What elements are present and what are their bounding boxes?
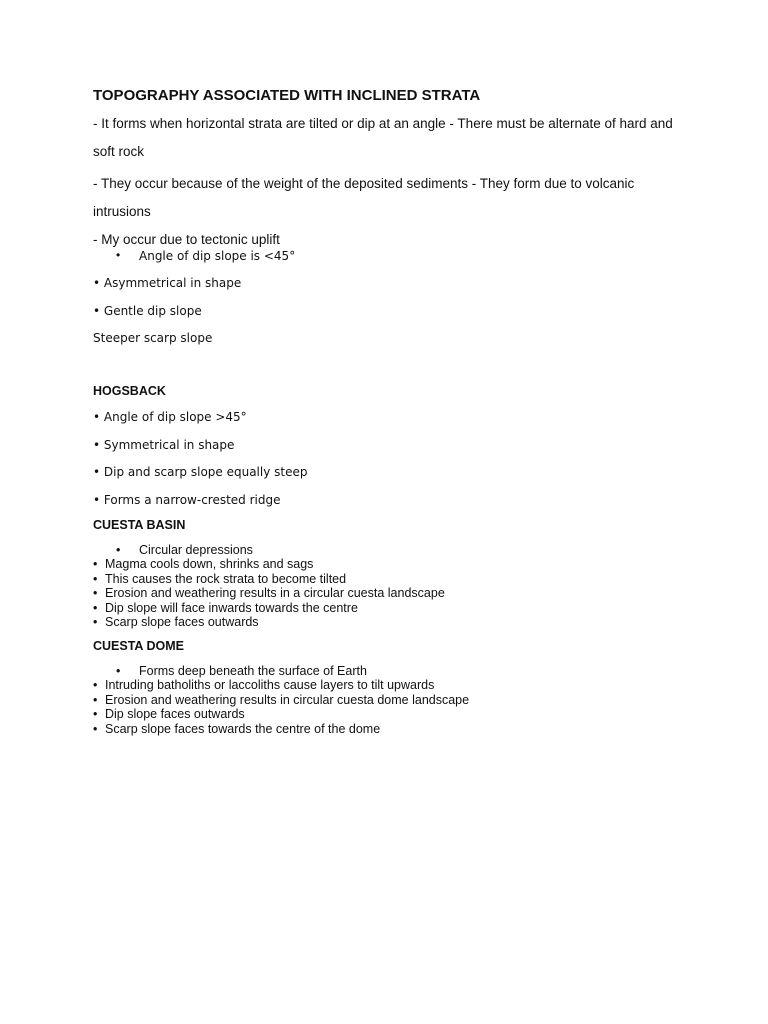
list-item-text: Erosion and weathering results in a circular cuesta landscape [105, 586, 445, 601]
cuesta-basin-list [93, 543, 445, 629]
cuesta-dome-list [93, 664, 469, 736]
cuesta-point-steeper-scarp: Steeper scarp slope [93, 331, 213, 345]
intro-paragraph-1: - It forms when horizontal strata are tilted or dip at an angle - There must be alternate of hard and soft rock [93, 116, 673, 159]
list-item-text: Dip slope faces outwards [105, 707, 245, 722]
list-item-text: Scarp slope faces outwards [105, 615, 259, 630]
bullet-icon: • [93, 678, 98, 693]
list-item [93, 543, 445, 557]
hogsback-item: • Forms a narrow-crested ridge [93, 493, 281, 507]
list-item [93, 678, 469, 692]
cuesta-point-gentle-dip: • Gentle dip slope [93, 304, 202, 318]
bullet-icon: • [93, 707, 98, 722]
bullet-icon: • [93, 692, 98, 707]
list-item [93, 557, 445, 571]
list-item [93, 586, 445, 600]
list-item-text: Scarp slope faces towards the centre of the dome [105, 721, 381, 736]
list-item [93, 664, 469, 678]
list-item-text: Circular depressions [139, 543, 253, 557]
list-item [93, 601, 445, 615]
intro-paragraph-3: - My occur due to tectonic uplift [93, 232, 280, 247]
list-item [93, 707, 469, 721]
list-item [93, 722, 469, 736]
cuesta-point-dip-angle: Angle of dip slope is <45° [139, 249, 296, 263]
list-item-text: Magma cools down, shrinks and sags [105, 557, 314, 572]
bullet-icon: • [93, 557, 98, 572]
list-item-text: Forms deep beneath the surface of Earth [139, 664, 367, 678]
page-title: TOPOGRAPHY ASSOCIATED WITH INCLINED STRATA [93, 87, 481, 104]
list-item-text: Intruding batholiths or laccoliths cause layers to tilt upwards [105, 678, 435, 693]
bullet-icon: • [116, 248, 121, 262]
list-item [93, 693, 469, 707]
bullet-icon: • [116, 543, 121, 557]
list-item [93, 615, 445, 629]
bullet-icon: • [116, 664, 121, 678]
hogsback-item: • Dip and scarp slope equally steep [93, 465, 308, 479]
hogsback-item: • Angle of dip slope >45° [93, 410, 247, 424]
bullet-icon: • [93, 600, 98, 615]
cuesta-point-asymmetrical: • Asymmetrical in shape [93, 276, 242, 290]
list-item-text: Erosion and weathering results in circular cuesta dome landscape [105, 692, 470, 707]
bullet-icon: • [93, 615, 98, 630]
bullet-icon: • [93, 721, 98, 736]
list-item-text: This causes the rock strata to become tilted [105, 571, 347, 586]
bullet-icon: • [93, 571, 98, 586]
hogsback-item: • Symmetrical in shape [93, 438, 235, 452]
list-item [93, 572, 445, 586]
hogsback-heading: HOGSBACK [93, 384, 166, 398]
list-item-text: Dip slope will face inwards towards the centre [105, 600, 358, 615]
cuesta-basin-heading: CUESTA BASIN [93, 518, 186, 532]
bullet-icon: • [93, 586, 98, 601]
cuesta-dome-heading: CUESTA DOME [93, 639, 184, 653]
intro-paragraph-2: - They occur because of the weight of the deposited sediments - They form due to volcanic intrusions [93, 176, 635, 219]
